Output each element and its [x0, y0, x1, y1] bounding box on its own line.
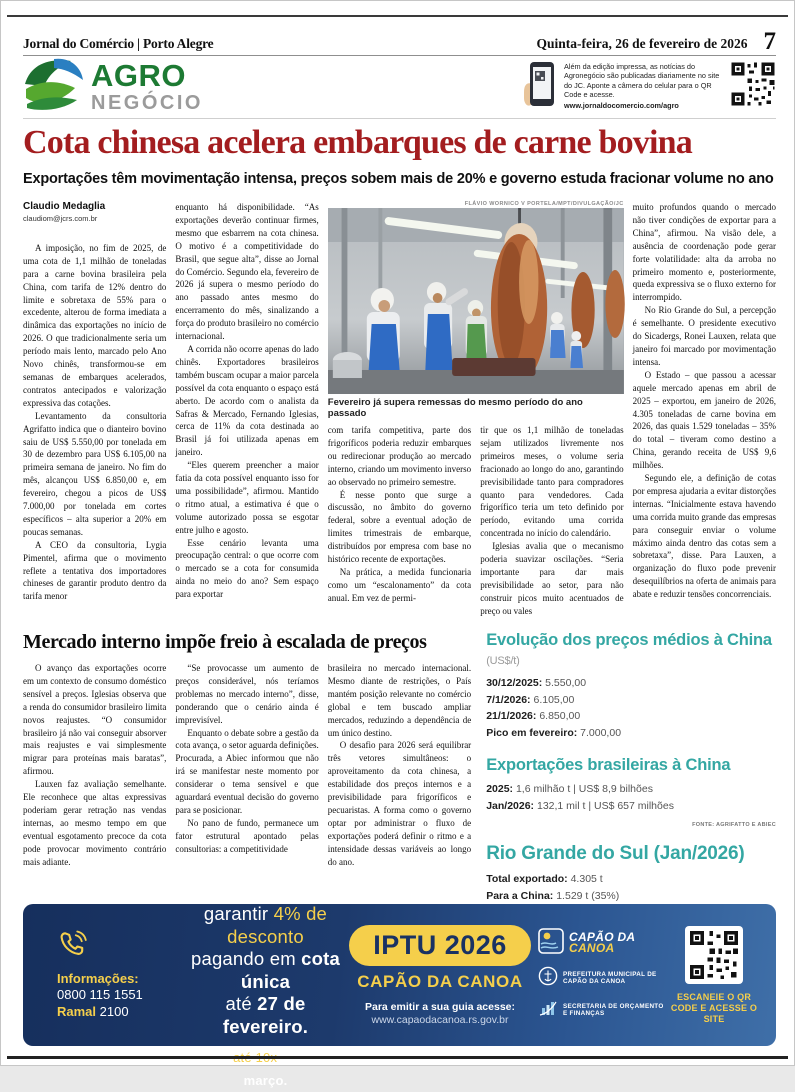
data-row [486, 708, 776, 725]
ad-guide-text: Para emitir a sua guia acesse: [365, 1000, 515, 1013]
paragraph: Iglesias avalia que o mecanismo poderia suavizar oscilações. “Seria importante para dar mais previsibilidade ao setor, para não construir picos muito acentuados de preço ou vales [480, 541, 624, 616]
phone-in-hand-icon [522, 58, 556, 115]
box-title: Exportações brasileiras à China [486, 756, 731, 774]
ramal-value: 2100 [99, 1004, 129, 1019]
ad-info-label: Informações: [57, 971, 139, 986]
ad-bold: março. [243, 1072, 288, 1088]
brand-row [23, 54, 776, 119]
price-evolution-box [486, 631, 776, 741]
ad-ramal [57, 1003, 189, 1020]
paragraph: brasileira no mercado internacional. Mesmo diante de restrições, o País mantém posição relevante no comércio global e tem buscado ampliar mercados, reduzindo a dependência de um único destino. [327, 663, 472, 738]
article-1 [23, 201, 776, 649]
dateline: Quinta-feira, 26 de fevereiro de 2026 [536, 36, 748, 51]
ad-contact-block [23, 930, 189, 1020]
paragraph: É nesse ponto que surge a discussão, no âmbito do governo federal, sobre a eventual adoção de limites trimestrais de embarque, distribuídos por empresa com base no histórico recente de exportações. [327, 489, 472, 565]
row-value: 4.305 t [570, 873, 603, 885]
paragraph: Levantamento da consultoria Agrifatto indica que o dianteiro bovino saiu de US$ 5.550,00 por tonelada em 30 de dezembro para US$ 6.105,00 na primeira semana de janeiro. No fim do mês, alcançou US$ 6.850,00 e, em fevereiro, chegou a picos de US$ 7.000,00 por tonelada em cortes específicos – alta superior a 20% em poucas semanas. [23, 410, 167, 537]
promo-qr-code [730, 61, 776, 112]
row-value: 6.105,00 [533, 693, 575, 706]
photo-and-columns [328, 201, 624, 649]
source-note: FONTE: AGRIFATTO E ABIEC [692, 822, 776, 828]
ad-city-name: CAPÃO DA CANOA [357, 971, 523, 991]
ad-qr-block [666, 926, 776, 1025]
ad-line: Ainda dá tempo de [199, 858, 332, 902]
ad-iptu-block [342, 925, 538, 1026]
logo-word-agro: AGRO [91, 57, 186, 93]
paragraph: muito profundos quando o mercado não tiver condições de exportar para a China”, afirmou. Na visão dele, a ausência de coordenação pode gerar forte volatilidade: alta da arroba no primeiro momento e, posteriormente, queda expressiva se o fluxo externo for interrompido. [632, 202, 776, 303]
paragraph: A CEO da consultoria, Lygia Pimentel, afirma que o movimento reflete a tentativa dos importadores chineses de garantir produto dentro da tarifa menor [23, 539, 167, 602]
masthead: Jornal do Comércio | Porto Alegre [23, 36, 214, 51]
data-row [486, 871, 776, 888]
row-value: 1,6 milhão t | US$ 8,9 bilhões [515, 783, 653, 795]
capao-logo-line1: CAPÃO DA [569, 930, 636, 944]
ad-bold: cota única [240, 948, 341, 992]
iptu-badge: IPTU 2026 [349, 925, 531, 966]
paragraph: O avanço das exportações ocorre em um contexto de consumo doméstico sensível a preços. Iglesias observa que a renda do consumidor brasileiro limita novos reajustes. “O consumidor brasileiro já não vai conseguir absorver mais reajustes e vai simplesmente migrar para proteínas mais baratas”, afirmou. [23, 663, 167, 777]
ad-bold: 27 de fevereiro. [222, 993, 309, 1037]
article-column [633, 201, 776, 649]
article-column [328, 424, 471, 649]
ramal-label: Ramal [57, 1004, 97, 1019]
ad-subline [189, 1047, 342, 1092]
agro-leaf-icon [23, 56, 85, 117]
paragraph: Lauxen faz avaliação semelhante. Ele reconhece que altas expressivas poderiam gerar retração nas vendas internas, ao mesmo tempo em que eventual esgotamento precoce da cota pode provocar movimento contrário mais adiante. [23, 779, 167, 867]
row-label: Total exportado: [486, 873, 568, 885]
row-value: 132,1 mil t | US$ 657 milhões [536, 799, 674, 812]
ad-phone-number: 0800 115 1551 [57, 987, 143, 1002]
promo-text: Além da edição impressa, as notícias do Agronegócio são publicadas diariamente no site do JC. Aponte a câmera do celular para o QR Code e acesse. [564, 61, 720, 100]
ad-highlight: 4% de desconto [227, 903, 328, 947]
secretaria-chart-icon [538, 998, 558, 1023]
row-value: 5.550,00 [545, 677, 587, 689]
paragraph: No pano de fundo, permanece um fator estrutural apontado pelas consultorias: a competitividade [175, 817, 319, 854]
promo-text-block [564, 62, 722, 111]
box-title: Rio Grande do Sul (Jan/2026) [486, 843, 745, 864]
row-label: 21/1/2026: [486, 710, 537, 722]
promo-url-link[interactable]: www.jornaldocomercio.com/agro [564, 100, 679, 110]
capao-canoa-logo-icon [538, 928, 564, 959]
agro-negocio-logo [23, 56, 203, 117]
row-label: 30/12/2025: [486, 677, 543, 689]
paragraph: Segundo ele, a definição de cotas por empresa ajudaria a evitar distorções internas. “Inicialmente estava havendo uma corrida muito grande das empresas para conseguir enviar o volume máximo ainda dentro das cotas sem a sobretaxa”, disse. Para Lauxen, a organização do fluxo pode prevenir desequilíbrios na oferta de animais para abate e reduzir tensões concorrenciais. [632, 473, 776, 600]
subheadline: Exportações têm movimentação intensa, preços sobem mais de 20% e governo estuda fracionar volume no ano [23, 171, 774, 187]
article-column [23, 201, 166, 649]
paragraph: Na prática, a medida funcionaria como um “escalonamento” da cota anual. Em vez de permi- [327, 566, 472, 603]
ad-logos-block [538, 928, 666, 1023]
paragraph: O desafio para 2026 será equilibrar três vetores simultâneos: o aproveitamento da cota chinesa, a estabilidade dos preços internos e a previsibilidade para frigoríficos e pecuaristas. A forma como o governo optar por administrar o fluxo de exportações poderá definir o ritmo e a intensidade dessas variáveis ao longo do ano. [327, 740, 472, 867]
data-panel [480, 631, 776, 902]
ad-url-link[interactable]: www.capaodacanoa.rs.gov.br [371, 1013, 509, 1026]
phone-icon [57, 947, 87, 964]
byline-author: Claudio Medaglia [23, 201, 106, 212]
box-unit: (US$/t) [486, 655, 520, 667]
exports-box [486, 756, 776, 828]
secretaria-label: SECRETARIA DE ORÇAMENTO E FINANÇAS [563, 1002, 664, 1017]
prefeitura-emblem-icon [538, 966, 558, 991]
row-label: Jan/2026: [486, 799, 535, 812]
bottom-rule [7, 1056, 788, 1059]
capao-logo-line2: CANOA [569, 941, 615, 955]
byline-email[interactable]: claudiom@jcrs.com.br [23, 214, 98, 223]
article-column [175, 201, 318, 649]
article-column [328, 662, 471, 893]
row-label: Pico em fevereiro: [486, 726, 578, 739]
main-headline: Cota chinesa acelera embarques de carne bovina [23, 124, 692, 161]
row-label: Para a China: [486, 889, 554, 902]
paragraph: Esse cenário levanta uma preocupação central: o que ocorre com o mercado se a cota for consumida ainda no meio do ano? Sem espaço para exportar [175, 537, 319, 600]
article-2 [23, 631, 776, 902]
paragraph: “Eles querem preencher a maior fatia da cota possível enquanto isso for uma possibilidade”, afirmou. Mantido o ritmo atual, a estimativa é que o volume autorizado possa se esgotar entre julho e agosto. [175, 460, 319, 535]
data-row [486, 888, 776, 905]
row-label: 7/1/2026: [486, 693, 531, 706]
row-value: 7.000,00 [580, 726, 622, 739]
row-value: 1.529 t (35%) [556, 889, 620, 902]
prefeitura-label: PREFEITURA MUNICIPAL DE CAPÃO DA CANOA [563, 970, 657, 985]
article-photo [328, 208, 624, 394]
article-column [23, 662, 166, 893]
paragraph: No Rio Grande do Sul, a percepção é semelhante. O presidente executivo do Sicadergs, Ronei Lauxen, relata que janeiro foi marcado por movimentação intensa. [632, 305, 776, 367]
paragraph: com tarifa competitiva, parte dos frigoríficos poderia reduzir embarques ou redirecionar produção ao mercado interno, criando um movimento inverso ao observado no primeiro semestre. [327, 425, 472, 487]
top-rule [7, 15, 788, 17]
row-label: 2025: [486, 783, 514, 795]
digital-promo [522, 58, 776, 115]
page-number: 7 [763, 28, 776, 55]
top-bar [23, 25, 776, 56]
data-row [486, 781, 776, 798]
photo-caption: Fevereiro já supera remessas do mesmo período do ano passado [327, 397, 583, 419]
paragraph: enquanto há disponibilidade. “As exportações deverão continuar firmes, mesmo que esbarrem na cota chinesa. O motivo é a competitividade do Brasil, que segue alta”, disse ao Jornal do Comércio. Segundo ela, fevereiro de 2026 já supera o mesmo período do ano passado antes mesmo do encerramento do mês, sinalizando a força do produto brasileiro no comércio internacional. [175, 202, 319, 342]
ad-line: pagando em [190, 948, 302, 969]
ad-line: até [225, 993, 258, 1014]
paragraph: A imposição, no fim de 2025, de uma cota de 1,1 milhão de toneladas para a carne bovina brasileira pela China, com tarifa de 12% dentro do limite e sobretaxa de 55% para o excedente, alterou de forma imediata a dinâmica das exportações no início de 2026. O que tradicionalmente seria um período mais lento, marcado pelo Ano Novo chinês, transformou-se em semanas de embarques acelerados, contratos antecipados e valorização expressiva das cotações. [23, 242, 167, 408]
paragraph: Enquanto o debate sobre a gestão da cota avança, o setor aguarda definições. Procurada, a Abiec informou que não irá se manifestar neste momento por considerar o tema sensível e que aguardará eventual decisão do governo para se posicionar. [175, 727, 319, 815]
box-title: Evolução dos preços médios à China [486, 631, 772, 649]
data-row [486, 725, 776, 742]
paragraph: A corrida não ocorre apenas do lado chinês. Exportadores brasileiros também buscam ocupar a maior parcela possível da cota enquanto o espaço está aberto. De acordo com o analista da Safras & Mercado, Fernando Iglesias, cerca de 11% da cota destinada ao Brasil já foi utilizada apenas em janeiro. [175, 343, 319, 458]
data-row [486, 675, 776, 692]
paragraph: “Se provocasse um aumento de preços considerável, nós teríamos problemas no mercado interno”, disse, ponderando que o cenário ainda é imprevisível. [175, 663, 319, 725]
logo-word-negocio: NEGÓCIO [91, 91, 203, 114]
paragraph: O Estado – que passou a acessar aquele mercado apenas em abril de 2025 – exportou, em janeiro de 2026, 4.305 toneladas de carne bovina em 2026, das quais 1.529 toneladas – 35% do total – tiveram como destino a China, gerando receita de US$ 9,6 milhões. [632, 369, 776, 471]
ad-scan-text: ESCANEIE O QR CODE E ACESSE O SITE [670, 991, 758, 1024]
secondary-headline: Mercado interno impõe freio à escalada de preços [23, 631, 427, 653]
photo-credit: FLÁVIO WORNICO V PORTELA/MPT/DIVULGAÇÃO/JC [464, 201, 624, 207]
ad-line: garantir [203, 903, 274, 924]
ad-qr-code [685, 926, 743, 984]
data-row [486, 798, 776, 815]
row-value: 6.850,00 [539, 710, 581, 722]
paragraph: tir que os 1,1 milhão de toneladas sejam utilizados livremente nos primeiros meses, o volume seria fracionado ao longo do ano, garantindo previsibilidade tanto para compradores quanto para vendedores. Cada frigorífico teria um teto definido por período, evitando uma corrida concentrada no início do calendário. [480, 425, 624, 539]
data-row [486, 692, 776, 709]
article-column [480, 424, 623, 649]
